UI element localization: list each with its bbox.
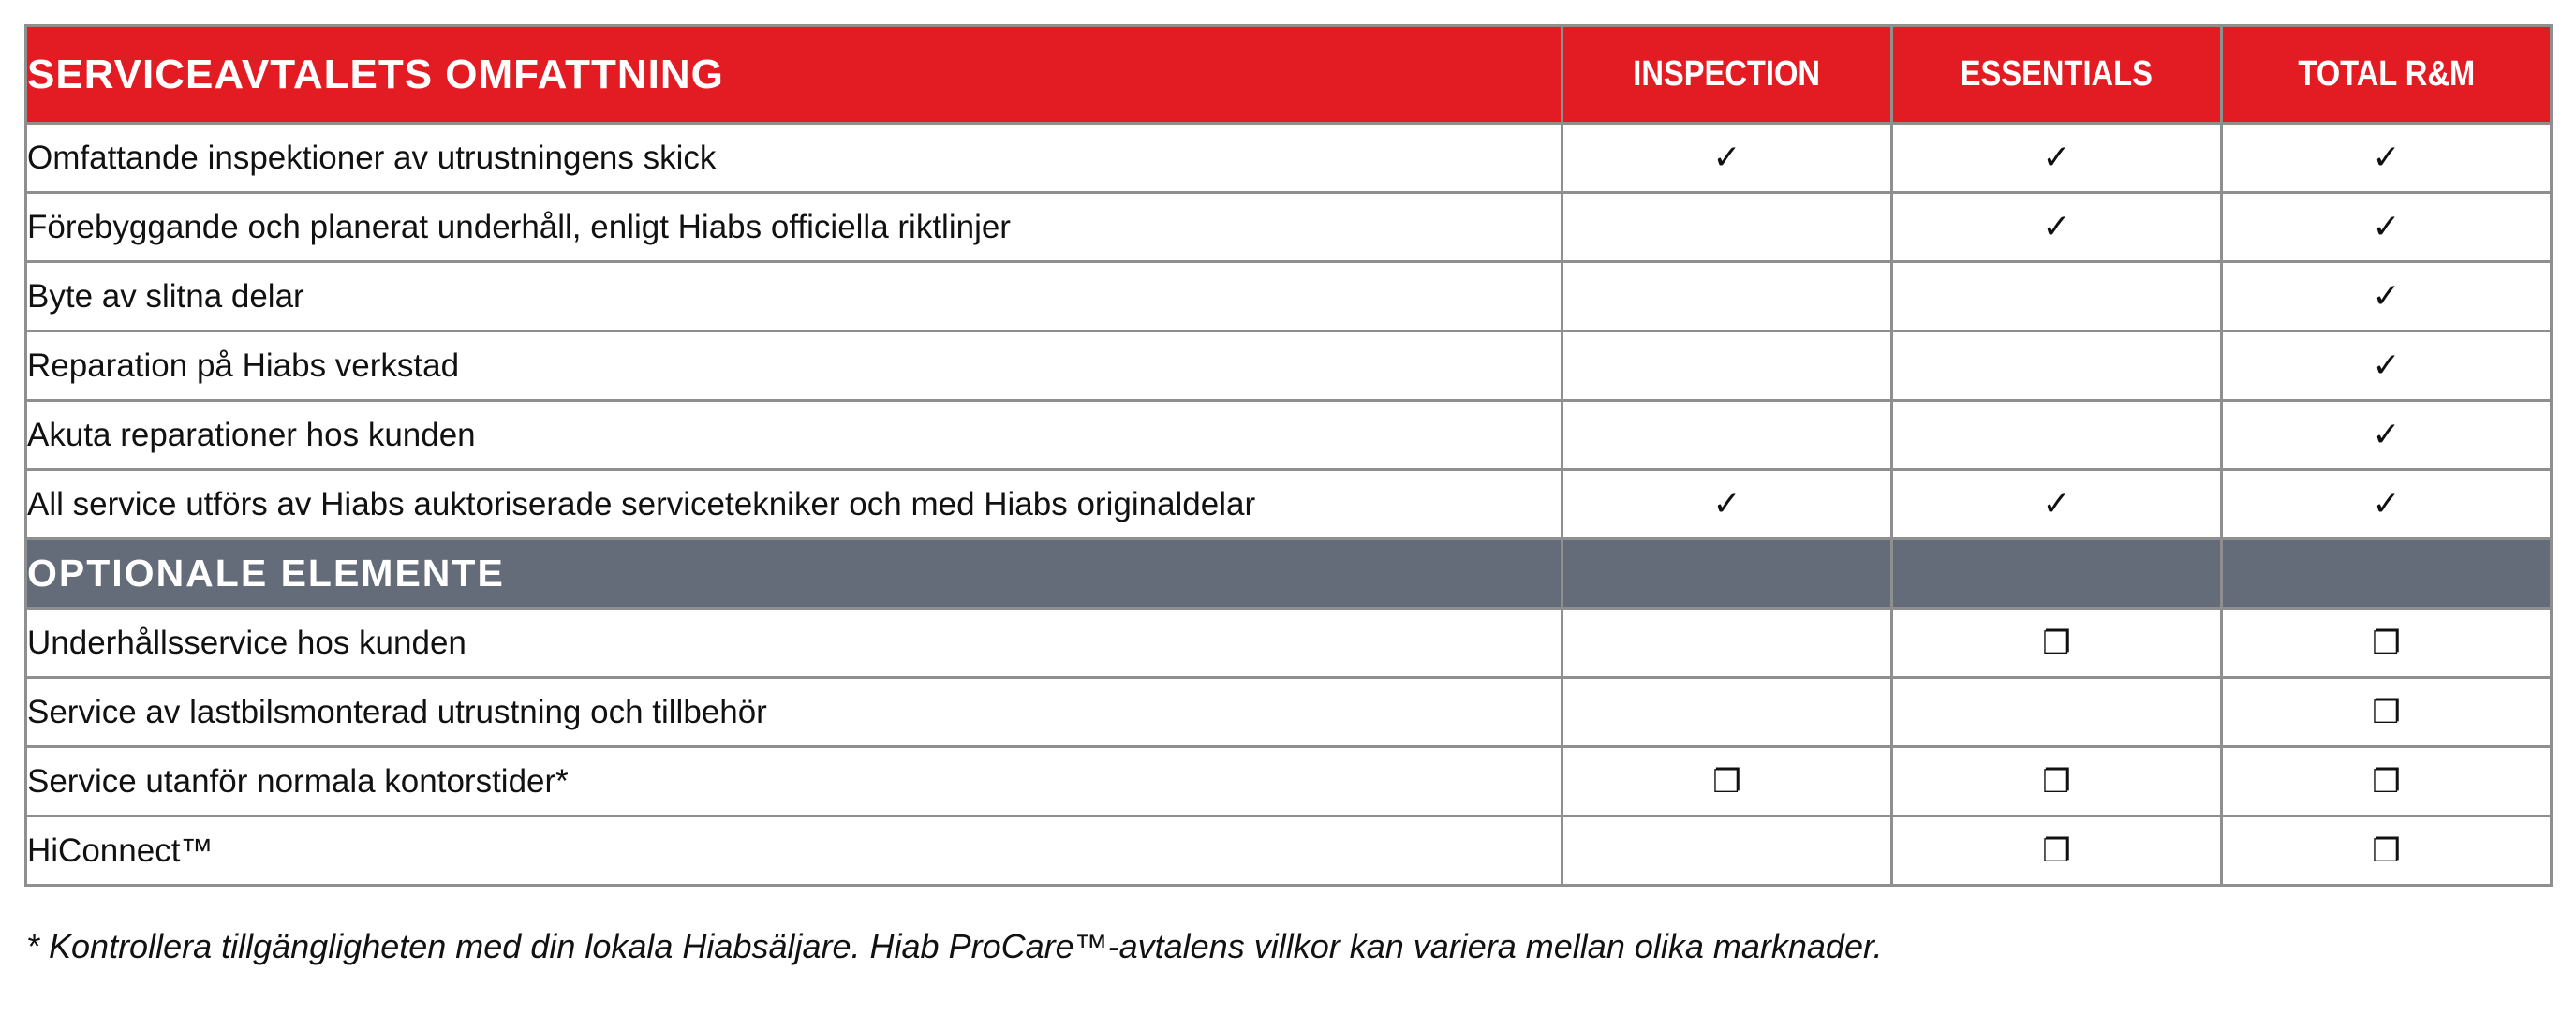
mark-cell-total-rm xyxy=(2222,262,2552,331)
table-row xyxy=(26,401,2552,470)
table-header-row xyxy=(26,26,2552,124)
table-row xyxy=(26,262,2552,331)
table-row xyxy=(26,678,2552,747)
feature-label: Byte av slitna delar xyxy=(26,262,1562,331)
table-row xyxy=(26,470,2552,539)
mark-cell-total-rm xyxy=(2222,470,2552,539)
checkmark-icon: ✓ xyxy=(2372,346,2401,385)
checkmark-icon: ✓ xyxy=(2372,416,2401,454)
mark-cell-total-rm xyxy=(2222,747,2552,817)
mark-cell-essentials xyxy=(1892,609,2222,678)
mark-cell-inspection xyxy=(1562,401,1892,470)
mark-cell-essentials xyxy=(1892,747,2222,817)
plan-header-inspection xyxy=(1562,26,1892,124)
mark-cell-total-rm xyxy=(2222,331,2552,401)
option-box-icon: ❐ xyxy=(2042,831,2071,870)
section-filler xyxy=(1892,539,2222,609)
mark-cell-essentials xyxy=(1892,470,2222,539)
mark-cell-inspection xyxy=(1562,331,1892,401)
table-title: SERVICEAVTALETS OMFATTNING xyxy=(26,26,1562,124)
option-box-icon: ❐ xyxy=(2372,831,2401,870)
option-box-icon: ❐ xyxy=(1712,762,1741,801)
mark-cell-inspection xyxy=(1562,193,1892,262)
mark-cell-total-rm xyxy=(2222,609,2552,678)
mark-cell-essentials xyxy=(1892,262,2222,331)
plan-label: INSPECTION xyxy=(1633,54,1821,94)
checkmark-icon: ✓ xyxy=(2372,277,2401,316)
plan-label: TOTAL R&M xyxy=(2298,54,2475,94)
checkmark-icon: ✓ xyxy=(2372,139,2401,177)
option-box-icon: ❐ xyxy=(2042,762,2071,801)
mark-cell-essentials xyxy=(1892,193,2222,262)
optional-services xyxy=(26,609,2552,886)
checkmark-icon: ✓ xyxy=(1712,139,1741,177)
plan-label: ESSENTIALS xyxy=(1960,54,2154,94)
table-row xyxy=(26,124,2552,193)
mark-cell-essentials xyxy=(1892,124,2222,193)
mark-cell-essentials xyxy=(1892,678,2222,747)
checkmark-icon: ✓ xyxy=(2372,485,2401,523)
feature-label: HiConnect™ xyxy=(26,817,1562,886)
mark-cell-inspection xyxy=(1562,262,1892,331)
mark-cell-total-rm xyxy=(2222,678,2552,747)
mark-cell-total-rm xyxy=(2222,817,2552,886)
optional-section-title: OPTIONALE ELEMENTE xyxy=(26,539,1562,609)
feature-label: Service av lastbilsmonterad utrustning och tillbehör xyxy=(26,678,1562,747)
checkmark-icon: ✓ xyxy=(2372,208,2401,246)
footnote: * Kontrollera tillgängligheten med din lokala Hiabsäljare. Hiab ProCare™-avtalens villkor kan variera mellan olika marknader. xyxy=(26,927,1883,965)
table-row xyxy=(26,193,2552,262)
mark-cell-inspection xyxy=(1562,747,1892,817)
option-box-icon: ❐ xyxy=(2372,624,2401,662)
optional-section-header xyxy=(26,539,2552,609)
mark-cell-essentials xyxy=(1892,401,2222,470)
feature-label: All service utförs av Hiabs auktoriserade servicetekniker och med Hiabs originaldelar xyxy=(26,470,1562,539)
checkmark-icon: ✓ xyxy=(2042,208,2071,246)
feature-label: Reparation på Hiabs verkstad xyxy=(26,331,1562,401)
mark-cell-inspection xyxy=(1562,470,1892,539)
mark-cell-inspection xyxy=(1562,817,1892,886)
mark-cell-inspection xyxy=(1562,609,1892,678)
mark-cell-total-rm xyxy=(2222,401,2552,470)
checkmark-icon: ✓ xyxy=(2042,139,2071,177)
table-row xyxy=(26,747,2552,817)
plan-header-total-rm xyxy=(2222,26,2552,124)
feature-label: Omfattande inspektioner av utrustningens skick xyxy=(26,124,1562,193)
mark-cell-inspection xyxy=(1562,124,1892,193)
service-scope-table xyxy=(24,24,2553,887)
option-box-icon: ❐ xyxy=(2042,624,2071,662)
table-row xyxy=(26,817,2552,886)
mark-cell-essentials xyxy=(1892,817,2222,886)
option-box-icon: ❐ xyxy=(2372,693,2401,731)
table-row xyxy=(26,331,2552,401)
section-filler xyxy=(1562,539,1892,609)
included-services xyxy=(26,124,2552,539)
optional-section xyxy=(26,539,2552,609)
plan-header-essentials xyxy=(1892,26,2222,124)
feature-label: Service utanför normala kontorstider* xyxy=(26,747,1562,817)
feature-label: Förebyggande och planerat underhåll, enligt Hiabs officiella riktlinjer xyxy=(26,193,1562,262)
option-box-icon: ❐ xyxy=(2372,762,2401,801)
feature-label: Akuta reparationer hos kunden xyxy=(26,401,1562,470)
mark-cell-total-rm xyxy=(2222,124,2552,193)
checkmark-icon: ✓ xyxy=(2042,485,2071,523)
section-filler xyxy=(2222,539,2552,609)
table-row xyxy=(26,609,2552,678)
feature-label: Underhållsservice hos kunden xyxy=(26,609,1562,678)
mark-cell-total-rm xyxy=(2222,193,2552,262)
checkmark-icon: ✓ xyxy=(1712,485,1741,523)
mark-cell-inspection xyxy=(1562,678,1892,747)
mark-cell-essentials xyxy=(1892,331,2222,401)
